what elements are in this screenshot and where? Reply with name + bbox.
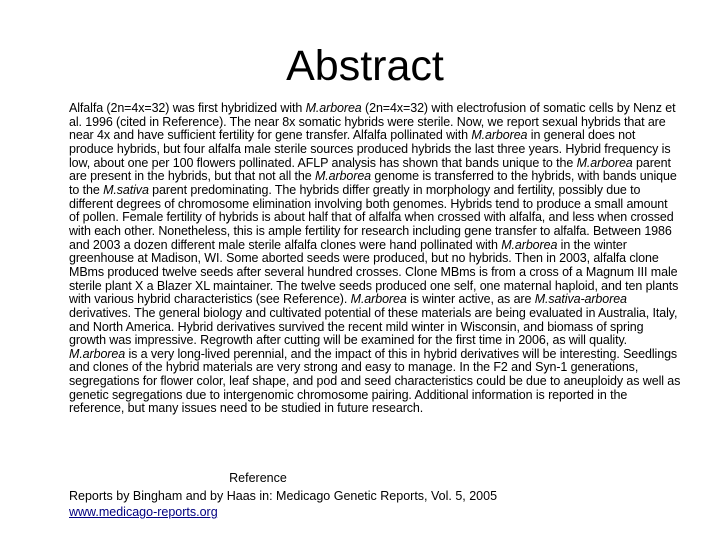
abstract-text: derivatives. The general biology and cultivated potential of these materials are being evaluated in Australia, Italy, and North America. Hybrid derivatives survived the recent mild winter in Wisconsin, and biomass of spring growth was impressive. Regrowth after cutting will be examined for the first time in 2006, as will quality. bbox=[69, 305, 678, 348]
abstract-text: in general does not produce hybrids, but four alfalfa male sterile sources produced hybrids the last three years. Hybrid frequency is low, about one per 100 flowers pollinated. AFLP analysis has shown that bands unique to the bbox=[69, 128, 671, 170]
abstract-text: is winter active, as are bbox=[406, 292, 535, 307]
abstract-text: parent are present in the hybrids, but that not all the bbox=[69, 155, 671, 184]
abstract-text: in the winter greenhouse at Madison, WI. Some aborted seeds were produced, but no hybrids. Then in 2003, alfalfa clone MBms produced twelve seeds after several hundred crosses. Clone MBms is from a cross of a Magnum III male sterile plant X a Blazer XL maintainer. The twelve seeds produced one self, one maternal haploid, and ten plants with various hybrid characteristics (see Reference). bbox=[69, 237, 679, 307]
species-name: M.arborea bbox=[69, 346, 126, 361]
species-name: M.arborea bbox=[305, 101, 362, 115]
species-name: M.arborea bbox=[314, 169, 372, 184]
abstract-text: (2n=4x=32) with electrofusion of somatic cells by Nenz et al. 1996 (cited in Reference). The near 8x somatic hybrids were sterile. Now, we report sexual hybrids that are near 4x and have sufficient fertility for gene transfer. Alfalfa pollinated with bbox=[69, 101, 676, 143]
species-name: M.arborea bbox=[471, 128, 528, 143]
reference-text: Reports by Bingham and by Haas in: Medicago Genetic Reports, Vol. 5, 2005 bbox=[69, 489, 498, 503]
species-name: M.arborea bbox=[350, 292, 407, 307]
page-title: Abstract bbox=[286, 42, 444, 90]
abstract-text: is a very long-lived perennial, and the impact of this in hybrid derivatives will be interesting. Seedlings and clones of the hybrid materials are very strong and easy to manage. In the F2 and Syn-1 generations, segregations for flower color, leaf shape, and pod and seed characteristics could be due to aneuploidy as well as genetic segregations due to intergenomic chromosome pairing. Additional information is reported in the reference, but many issues need to be studied in future research. bbox=[69, 346, 681, 416]
abstract-text: Alfalfa (2n=4x=32) was first hybridized with bbox=[69, 101, 306, 115]
species-name: M.sativa bbox=[103, 182, 149, 197]
abstract-body bbox=[69, 102, 681, 416]
reference-link[interactable]: www.medicago-reports.org bbox=[69, 505, 218, 519]
abstract-text: genome is transferred to the hybrids, with bands unique to the bbox=[69, 169, 677, 197]
species-name: M.arborea bbox=[501, 237, 558, 252]
species-name: M.sativa-arborea bbox=[534, 292, 627, 307]
species-name: M.arborea bbox=[576, 155, 633, 170]
abstract-text: parent predominating. The hybrids differ greatly in morphology and fertility, possibly due to different degrees of chromosome elimination involving both genomes. Hybrids tend to produce a small amount of pollen. Female fertility of hybrids is about half that of alfalfa when crossed with alfalfa, and less when crossed with each other. Nonetheless, this is ample fertility for research including gene transfer to alfalfa. Between 1986 and 2003 a dozen different male sterile alfalfa clones were hand pollinated with bbox=[69, 182, 674, 252]
reference-heading: Reference bbox=[229, 471, 287, 485]
